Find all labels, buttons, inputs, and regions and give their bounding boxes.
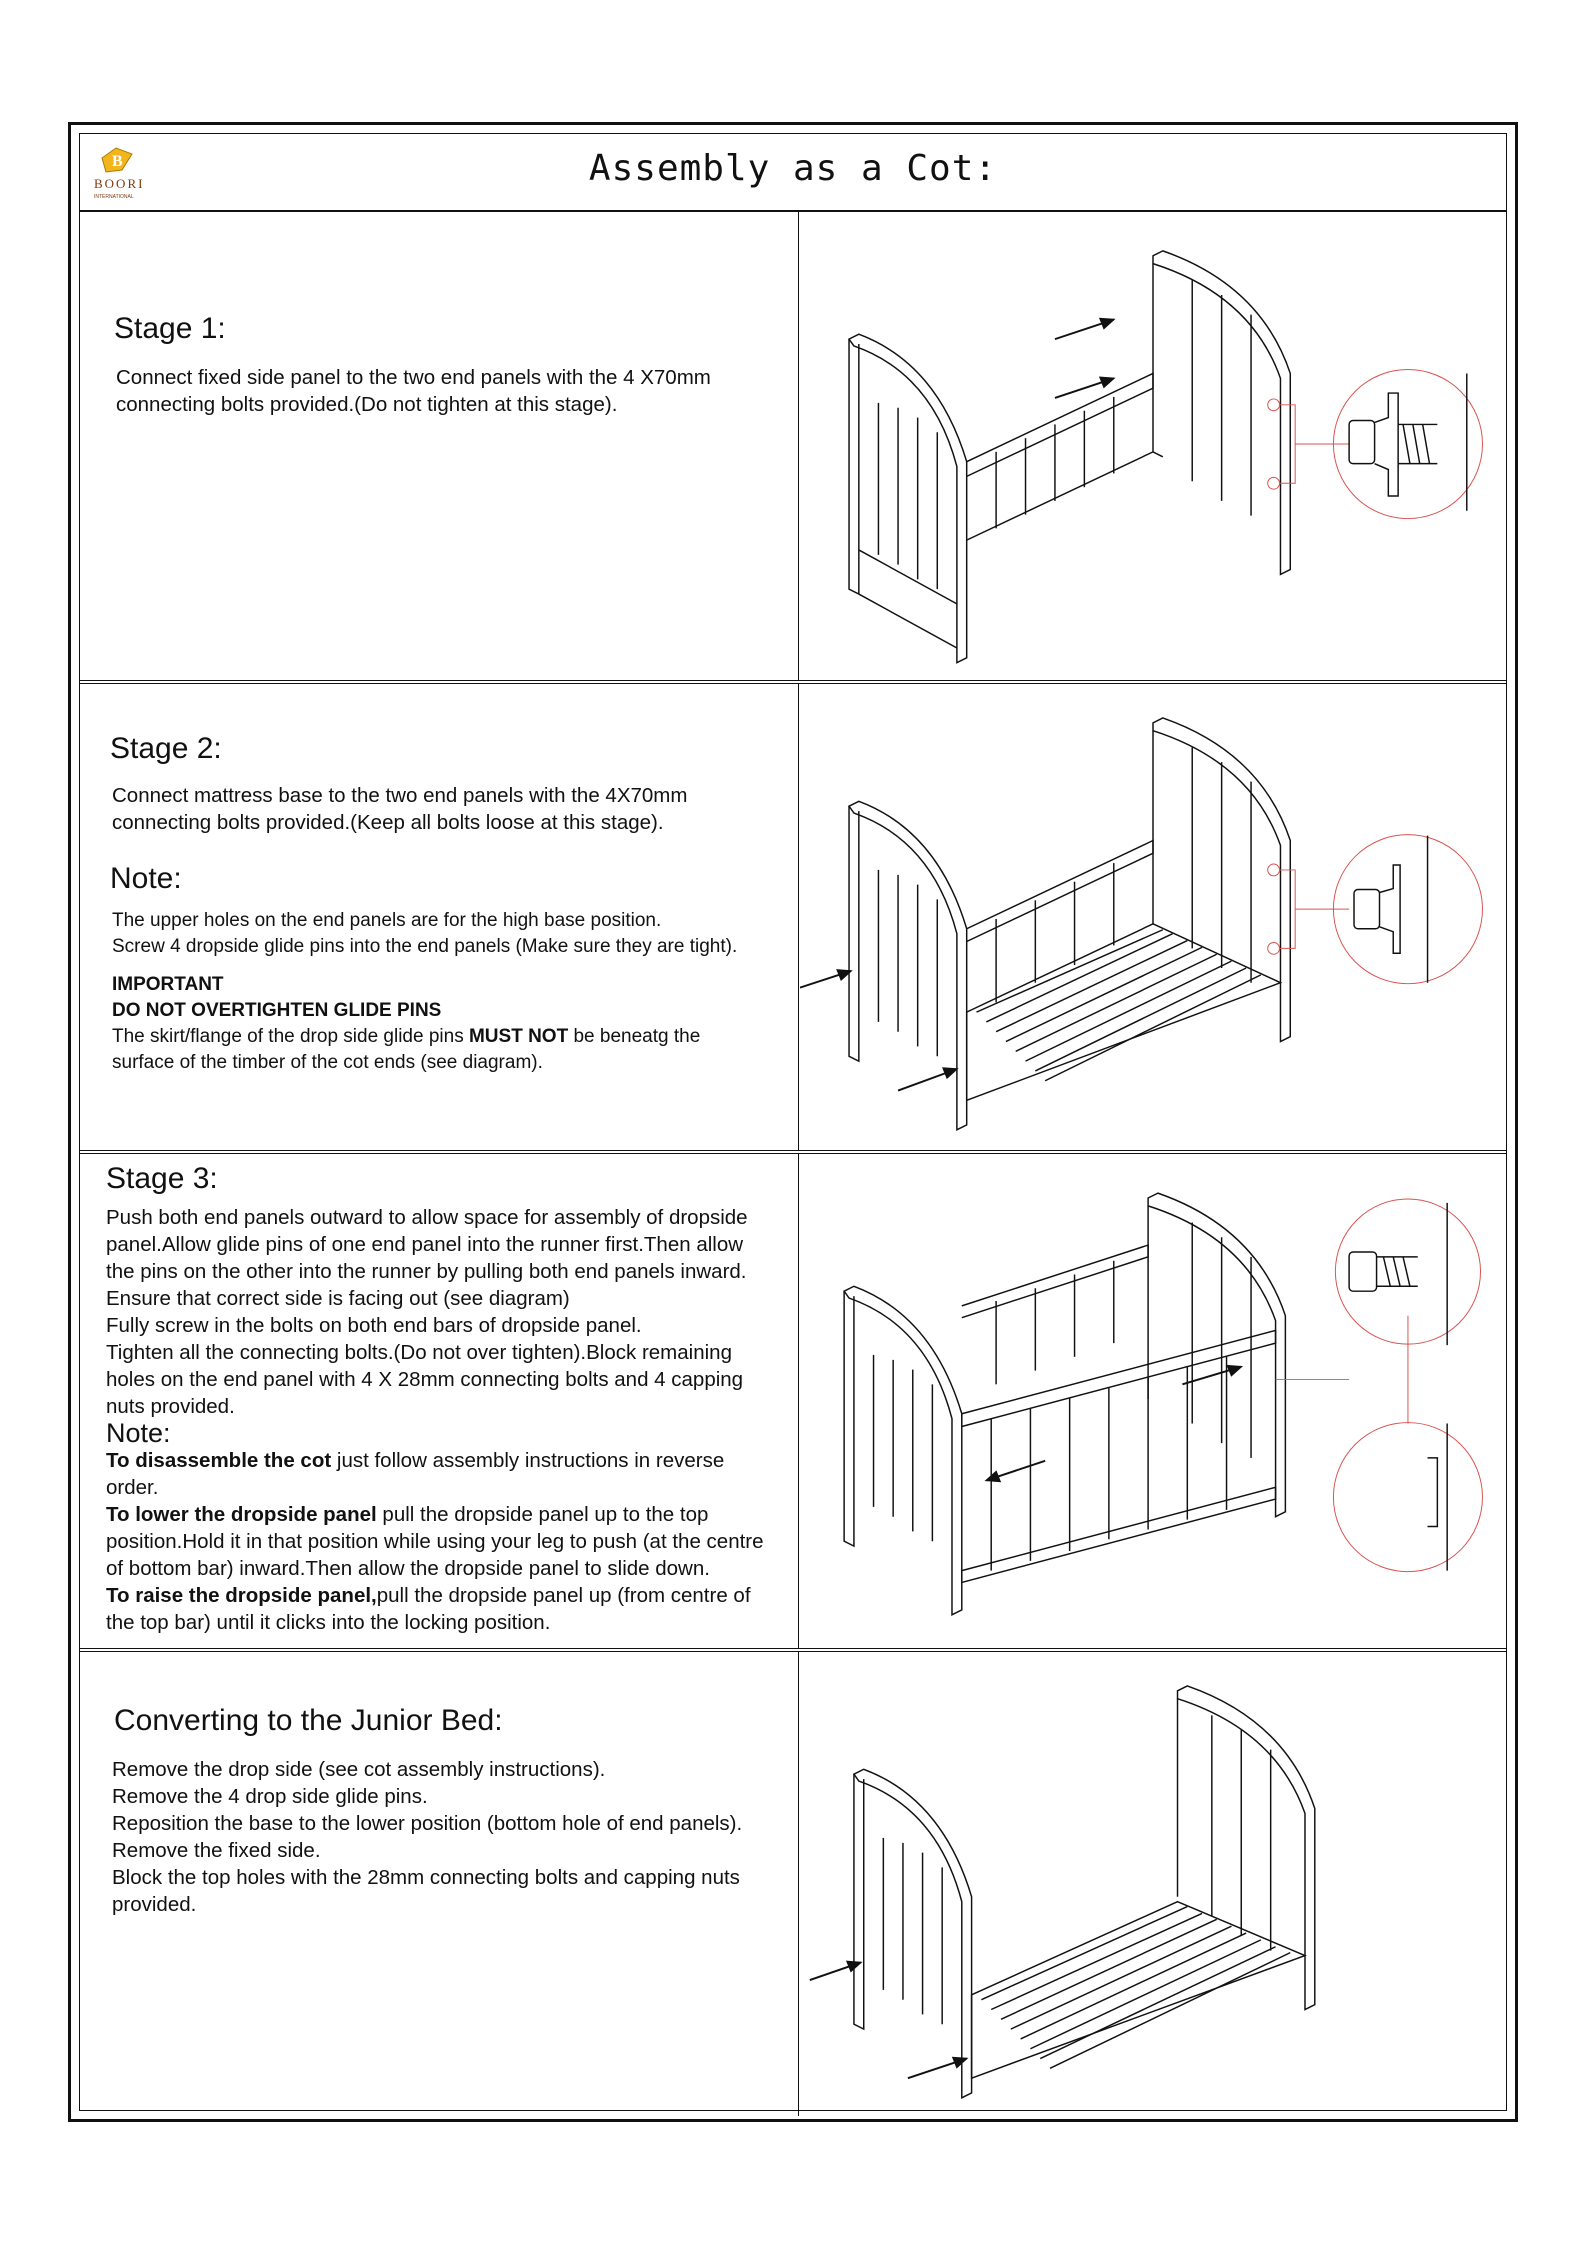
disassemble-t: just follow assembly instructions in reverse [331,1449,725,1472]
raise-b: To raise the dropside panel, [106,1584,377,1607]
stage3-line: Fully screw in the bolts on both end bars of dropside panel. [106,1314,642,1337]
stage2-text [80,684,799,1150]
page-frame [68,122,1518,2122]
cot-dropside-illustration [800,1154,1506,1648]
note-line: The upper holes on the end panels are for the high base position. [112,910,662,931]
stage3-text [80,1154,799,1648]
stage3-note-heading: Note: [106,1418,171,1448]
svg-text:INTERNATIONAL: INTERNATIONAL [94,194,134,200]
stage4-diagram [800,1652,1506,2116]
stage3-line: Push both end panels outward to allow space for assembly of dropside [106,1206,748,1229]
stage3-line: Ensure that correct side is facing out (see diagram) [106,1287,570,1310]
note-line: Screw 4 dropside glide pins into the end panels (Make sure they are tight). [112,936,738,957]
skirt-line [112,1024,737,1050]
page-title: Assembly as a Cot: [588,148,998,189]
header [80,134,1506,212]
junior-bed-illustration [800,1652,1506,2116]
stage3-line: Tighten all the connecting bolts.(Do not over tighten).Block remaining [106,1341,732,1364]
stage2-row [80,684,1506,1154]
stage1-body [116,364,711,418]
stage4-row [80,1652,1506,2116]
raise-line [106,1582,764,1609]
cot-frame-illustration [800,212,1506,680]
stage2-line: Connect mattress base to the two end panels with the 4X70mm [112,784,688,807]
cot-base-illustration [800,684,1506,1150]
important-label: IMPORTANT [112,974,224,995]
inner-frame [79,133,1507,2111]
stage1-row [80,212,1506,684]
stage2-heading: Stage 2: [110,732,222,765]
lower-t2: position.Hold it in that position while using your leg to push (at the centre [106,1530,764,1553]
skirt-c: be beneatg the [568,1026,701,1047]
stage2-line: connecting bolts provided.(Keep all bolts loose at this stage). [112,811,664,834]
stage3-line: panel.Allow glide pins of one end panel into the runner first.Then allow [106,1233,744,1256]
stage4-line: Remove the fixed side. [112,1839,321,1862]
stage1-line: connecting bolts provided.(Do not tighten at this stage). [116,393,618,416]
lower-t3: of bottom bar) inward.Then allow the dropside panel to slide down. [106,1557,710,1580]
stage3-heading: Stage 3: [106,1162,218,1195]
stage3-diagram [800,1154,1506,1648]
stage4-text [80,1652,799,2116]
stage1-line: Connect fixed side panel to the two end panels with the 4 X70mm [116,366,711,389]
lower-t: pull the dropside panel up to the top [376,1503,709,1526]
stage3-line: the pins on the other into the runner by pulling both end panels inward. [106,1260,747,1283]
stage1-heading: Stage 1: [114,312,226,345]
skirt-b: MUST NOT [468,1026,569,1047]
stage4-line: Remove the drop side (see cot assembly instructions). [112,1758,606,1781]
stage2-note-body [112,908,737,1076]
raise-t: pull the dropside panel up (from centre of [376,1584,751,1607]
stage4-line: Block the top holes with the 28mm connecting bolts and capping nuts [112,1866,740,1889]
stage4-heading: Converting to the Junior Bed: [114,1704,503,1737]
stage4-line: Reposition the base to the lower position (bottom hole of end panels). [112,1812,743,1835]
stage4-line: provided. [112,1893,197,1916]
svg-text:BOORI: BOORI [94,176,145,191]
skirt-a: The skirt/flange of the drop side glide pins [112,1026,469,1047]
svg-text:B: B [112,153,123,170]
stage2-note-heading: Note: [110,862,182,895]
disassemble-t2: order. [106,1476,159,1499]
disassemble-line [106,1447,764,1474]
stage4-line: Remove the 4 drop side glide pins. [112,1785,428,1808]
raise-t2: the top bar) until it clicks into the locking position. [106,1611,551,1634]
disassemble-b: To disassemble the cot [106,1449,332,1472]
stage3-line: nuts provided. [106,1395,235,1418]
stage2-diagram [800,684,1506,1150]
stage2-body [112,782,687,836]
stage3-body [106,1204,764,1636]
stage3-line: holes on the end panel with 4 X 28mm connecting bolts and 4 capping [106,1368,744,1391]
lower-b: To lower the dropside panel [106,1503,377,1526]
warning-label: DO NOT OVERTIGHTEN GLIDE PINS [112,1000,442,1021]
skirt-d: surface of the timber of the cot ends (see diagram). [112,1052,543,1073]
stage1-text [80,212,799,680]
stage4-body [112,1756,742,1918]
stage1-diagram [800,212,1506,680]
lower-line [106,1501,764,1528]
stage3-row [80,1154,1506,1652]
